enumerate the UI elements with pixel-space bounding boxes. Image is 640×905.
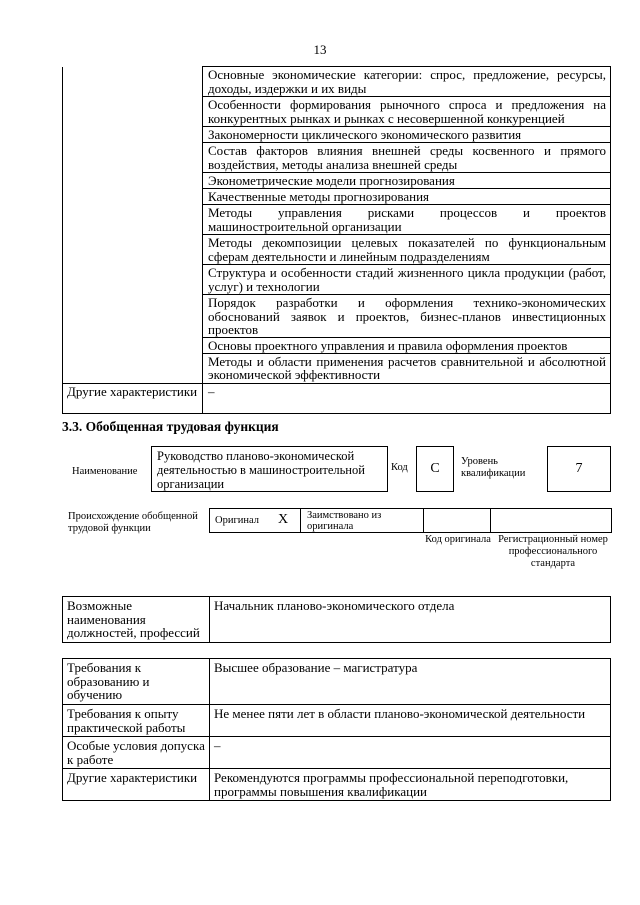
knowledge-item: Особенности формирования рыночного спроса и предложения на конкурентных рынках и рынках с несовершенной конкуренцией: [203, 97, 611, 127]
knowledge-item: Основы проектного управления и правила оформления проектов: [203, 337, 611, 353]
positions-table: [62, 596, 611, 643]
knowledge-item: Закономерности циклического экономического развития: [203, 127, 611, 143]
name-value-box: [151, 446, 388, 492]
name-value: Руководство планово-экономической деятельностью в машиностроительной организации: [157, 449, 365, 491]
level-value: 7: [575, 461, 583, 476]
knowledge-item: Качественные методы прогнозирования: [203, 189, 611, 205]
requirement-value: Рекомендуются программы профессиональной переподготовки, программы повышения квалификации: [210, 769, 611, 801]
requirement-value: Высшее образование – магистратура: [210, 659, 611, 705]
name-label: Наименование: [72, 466, 138, 477]
knowledge-item: Основные экономические категории: спрос, предложение, ресурсы, доходы, издержки и их виды: [203, 67, 611, 97]
requirement-label: Требования к опыту практической работы: [63, 705, 210, 737]
requirement-value: –: [210, 737, 611, 769]
knowledge-item: Методы декомпозиции целевых показателей по функциональным сферам деятельности и линейным подразделениям: [203, 235, 611, 265]
other-characteristics-label: Другие характеристики: [63, 383, 203, 413]
positions-value: Начальник планово-экономического отдела: [210, 597, 611, 643]
divider: [490, 508, 491, 533]
requirement-label: Требования к образованию и обучению: [63, 659, 210, 705]
origin-row: [209, 508, 612, 533]
knowledge-table: [62, 66, 611, 414]
origin-label: Происхождение обобщенной трудовой функции: [68, 511, 198, 534]
requirement-label: Особые условия допуска к работе: [63, 737, 210, 769]
knowledge-item: Структура и особенности стадий жизненного цикла продукции (работ, услуг) и технологии: [203, 265, 611, 295]
knowledge-item: Порядок разработки и оформления технико-экономических обоснований заявок и проектов, бизнес-планов инвестиционных проектов: [203, 295, 611, 338]
requirements-table: [62, 658, 611, 801]
table-row: [63, 737, 611, 769]
table-row: [63, 659, 611, 705]
requirement-value: Не менее пяти лет в области планово-экономической деятельности: [210, 705, 611, 737]
code-value: C: [430, 461, 440, 476]
original-mark: X: [278, 512, 289, 527]
borrowed-label: Заимствовано из оригинала: [307, 510, 382, 532]
table-row: [63, 705, 611, 737]
table-row: [63, 769, 611, 801]
section-title: 3.3. Обобщенная трудовая функция: [62, 419, 279, 434]
code-label: Код: [391, 462, 408, 473]
origin-code-label: Код оригинала: [425, 534, 491, 545]
knowledge-item: Методы управления рисками процессов и проектов машиностроительной организации: [203, 205, 611, 235]
page-number: 13: [313, 42, 327, 57]
level-label: Уровень квалификации: [461, 456, 526, 479]
knowledge-item: Эконометрические модели прогнозирования: [203, 173, 611, 189]
table-row: [63, 383, 611, 413]
reg-number-label: Регистрационный номер профессионального стандарта: [498, 534, 608, 569]
positions-label: Возможные наименования должностей, профессий: [63, 597, 210, 643]
level-value-box: [547, 446, 611, 492]
other-characteristics-value: –: [203, 383, 611, 413]
requirement-label: Другие характеристики: [63, 769, 210, 801]
code-value-box: [416, 446, 454, 492]
original-label: Оригинал: [215, 515, 259, 526]
table-row: [63, 67, 611, 97]
knowledge-item: Методы и области применения расчетов сравнительной и абсолютной экономической эффективности: [203, 353, 611, 383]
divider: [300, 508, 301, 533]
table-row: [63, 597, 611, 643]
knowledge-label-cell: [63, 67, 203, 384]
divider: [423, 508, 424, 533]
knowledge-item: Состав факторов влияния внешней среды косвенного и прямого воздействия, методы анализа внешней среды: [203, 143, 611, 173]
